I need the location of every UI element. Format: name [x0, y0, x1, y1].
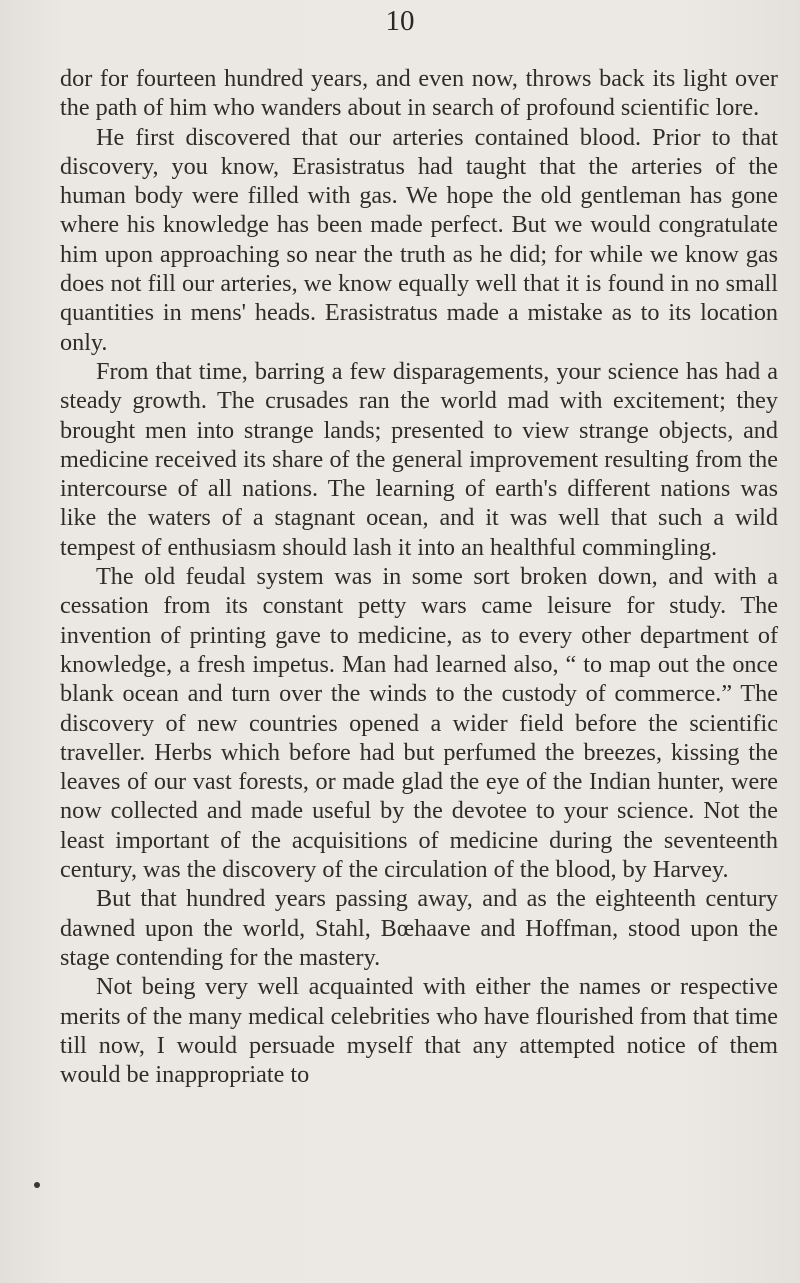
page-number: 10 [385, 5, 415, 37]
paragraph-3: From that time, barring a few disparagements, your science has had a steady growth. The crusades ran the world mad with excitement; they brought men into strange lands; presented to view strange objects, and medicine received its share of the general improvement resulting from the intercourse of all nations. The learning of earth's different nations was like the waters of a stagnant ocean, and it was well that such a wild tempest of enthusiasm should lash it into an healthful commingling. [60, 357, 778, 561]
paragraph-5: But that hundred years passing away, and as the eighteenth century dawned upon the world, Stahl, Bœhaave and Hoffman, stood upon the stage contending for the mastery. [60, 885, 778, 971]
body-text [60, 64, 778, 1089]
paragraph-6: Not being very well acquainted with either the names or respective merits of the many medical celebrities who have flourished from that time till now, I would persuade myself that any attempted notice of them would be inappropriate to [60, 973, 779, 1089]
paragraph-2: He first discovered that our arteries contained blood. Prior to that discovery, you know, Erasistratus had taught that the arteries of the human body were filled with gas. We hope the old gentleman has gone where his knowledge has been made perfect. But we would congratulate him upon approaching so near the truth as he did; for while we know gas does not fill our arteries, we know equally well that it is found in no small quantities in mens' heads. Erasistratus made a mistake as to its location only. [60, 123, 778, 356]
paragraph-1: dor for fourteen hundred years, and even now, throws back its light over the path of him who wanders about in search of profound scientific lore. [60, 65, 778, 122]
margin-dot [34, 1182, 40, 1188]
paragraph-4: The old feudal system was in some sort broken down, and with a cessation from its constant petty wars came leisure for study. The invention of printing gave to medicine, as to every other department of knowledge, a fresh impetus. Man had learned also, “ to map out the once blank ocean and turn over the winds to the custody of commerce.” The discovery of new countries opened a wider field before the scientific traveller. Herbs which before had but perfumed the breezes, kissing the leaves of our vast forests, or made glad the eye of the Indian hunter, were now collected and made useful by the devotee to your science. Not the least important of the acquisitions of medicine during the seventeenth century, was the discovery of the circulation of the blood, by Harvey. [60, 563, 778, 884]
